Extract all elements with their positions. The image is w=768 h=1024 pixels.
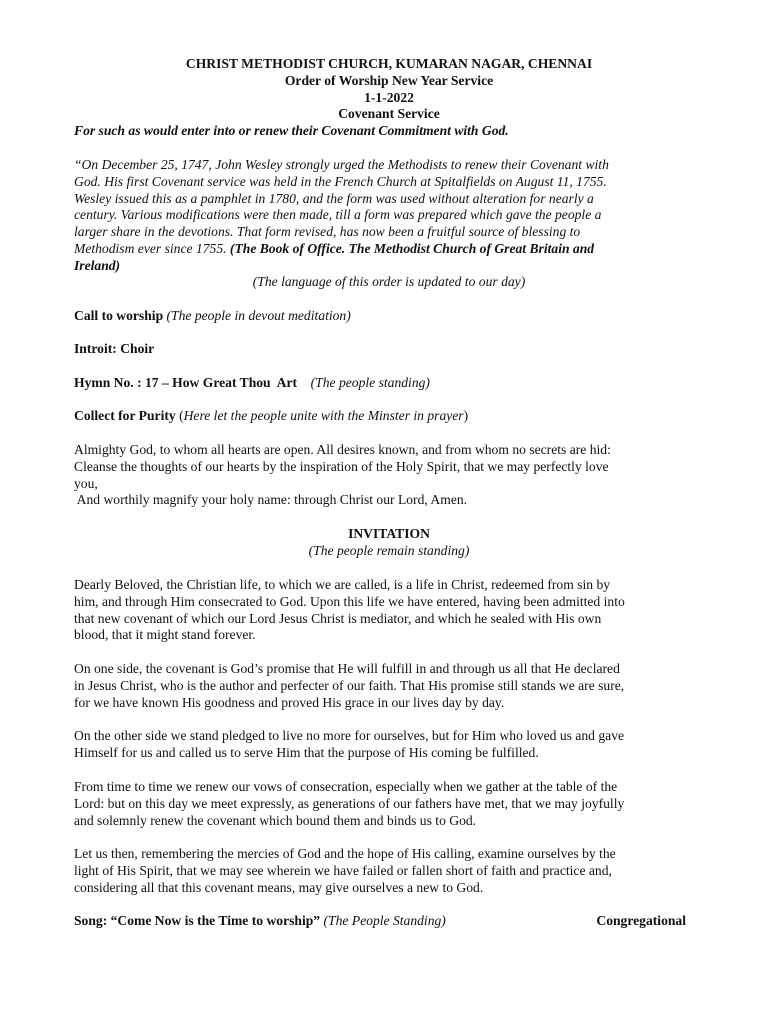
intro-last-text: Methodism ever since 1755.	[74, 240, 227, 256]
church-name: CHRIST METHODIST CHURCH, KUMARAN NAGAR, CHENNAI	[185, 56, 593, 71]
examination-paragraph	[74, 846, 694, 896]
introit: Introit: Choir	[74, 341, 155, 356]
collect-note: Here let the people unite with the Minster in prayer	[183, 408, 464, 423]
source-citation: (The Book of Office. The Methodist Church of Great Britain and	[229, 240, 595, 256]
intro-line: century. Various modifications were then made, till a form was prepared which gave the people a	[74, 207, 602, 223]
source-citation-cont: Ireland)	[74, 257, 121, 273]
order-title: Order of Worship New Year Service	[284, 72, 494, 88]
intro-line: larger share in the devotions. That form revised, has now been a fruitful source of blessing to	[74, 224, 581, 240]
covenant-promise-paragraph	[74, 661, 694, 711]
collect-for-purity	[74, 408, 468, 425]
collect-paren-close: )	[463, 408, 469, 423]
language-note: (The language of this order is updated to our day)	[252, 274, 526, 289]
paragraph-line: and solemnly renew the covenant which bound them and binds us to God.	[74, 812, 477, 828]
intro-line: God. His first Covenant service was held in the French Church at Spitalfields on August 11, 1755.	[74, 173, 607, 189]
paragraph-line: light of His Spirit, that we may see wherein we have failed or fallen short of faith and practice and,	[74, 862, 612, 878]
paragraph-line: considering all that this covenant means, may give ourselves a new to God.	[74, 879, 484, 895]
paragraph-line: for we have known His goodness and proved His grace in our lives day by day.	[74, 694, 505, 710]
prayer-line: Almighty God, to whom all hearts are open. All desires known, and from whom no secrets are hid:	[74, 442, 611, 457]
service-date: 1-1-2022	[364, 89, 414, 105]
song-label: Song: “Come Now is the Time to worship”	[74, 913, 321, 928]
prayer-line: Cleanse the thoughts of our hearts by the inspiration of the Holy Spirit, that we may perfectly love	[74, 458, 609, 474]
paragraph-line: From time to time we renew our vows of consecration, especially when we gather at the table of the	[74, 779, 618, 794]
invitation-paragraph	[74, 577, 694, 644]
collect-paren-open: (	[179, 408, 184, 423]
prayer-line: you,	[74, 475, 98, 491]
invitation-title: INVITATION	[348, 526, 430, 541]
service-name: Covenant Service	[338, 106, 440, 122]
paragraph-line: Let us then, remembering the mercies of God and the hope of His calling, examine ourselves by the	[74, 846, 616, 861]
tagline: For such as would enter into or renew their Covenant Commitment with God.	[74, 123, 509, 138]
prayer-line: And worthily magnify your holy name: through Christ our Lord, Amen.	[74, 492, 468, 508]
paragraph-line: him, and through Him consecrated to God. Upon this life we have entered, having been admitted into	[74, 593, 625, 609]
call-to-worship	[74, 308, 351, 325]
invitation-note: (The people remain standing)	[308, 543, 470, 558]
song-line	[74, 913, 446, 930]
document-header	[0, 56, 768, 123]
intro-paragraph	[74, 157, 694, 275]
collect-label: Collect for Purity	[74, 408, 176, 423]
intro-line: Wesley issued this as a pamphlet in 1780, and the form was used without alteration for nearly a	[74, 190, 594, 206]
call-to-worship-note: (The people in devout meditation)	[166, 308, 351, 323]
paragraph-line: in Jesus Christ, who is the author and perfecter of our faith. That His promise still stands we are sure,	[74, 677, 625, 693]
song-note: (The People Standing)	[323, 913, 446, 928]
hymn-label: Hymn No. : 17 – How Great Thou Art	[74, 375, 298, 390]
song-type: Congregational	[596, 913, 686, 928]
pledge-paragraph	[74, 728, 694, 762]
prayer-paragraph	[74, 442, 694, 509]
paragraph-line: Dearly Beloved, the Christian life, to which we are called, is a life in Christ, redeemed from sin by	[74, 577, 611, 592]
call-to-worship-label: Call to worship	[74, 308, 164, 323]
renewal-paragraph	[74, 779, 694, 829]
paragraph-line: Himself for us and called us to serve Him that the purpose of His coming be fulfilled.	[74, 744, 539, 760]
paragraph-line: On the other side we stand pledged to live no more for ourselves, but for Him who loved us and gave	[74, 728, 625, 743]
intro-line: “On December 25, 1747, John Wesley strongly urged the Methodists to renew their Covenant with	[74, 157, 609, 172]
paragraph-line: Lord: but on this day we meet expressly, as generations of our fathers have met, that we may joyfully	[74, 795, 625, 811]
paragraph-line: that new covenant of which our Lord Jesus Christ is mediator, and which he sealed with His own	[74, 610, 602, 626]
hymn-note: (The people standing)	[310, 375, 430, 390]
paragraph-line: blood, that it might stand forever.	[74, 627, 256, 643]
hymn	[74, 375, 430, 392]
intro-line	[74, 241, 694, 258]
paragraph-line: On one side, the covenant is God’s promise that He will fulfill in and through us all that He declared	[74, 661, 620, 676]
